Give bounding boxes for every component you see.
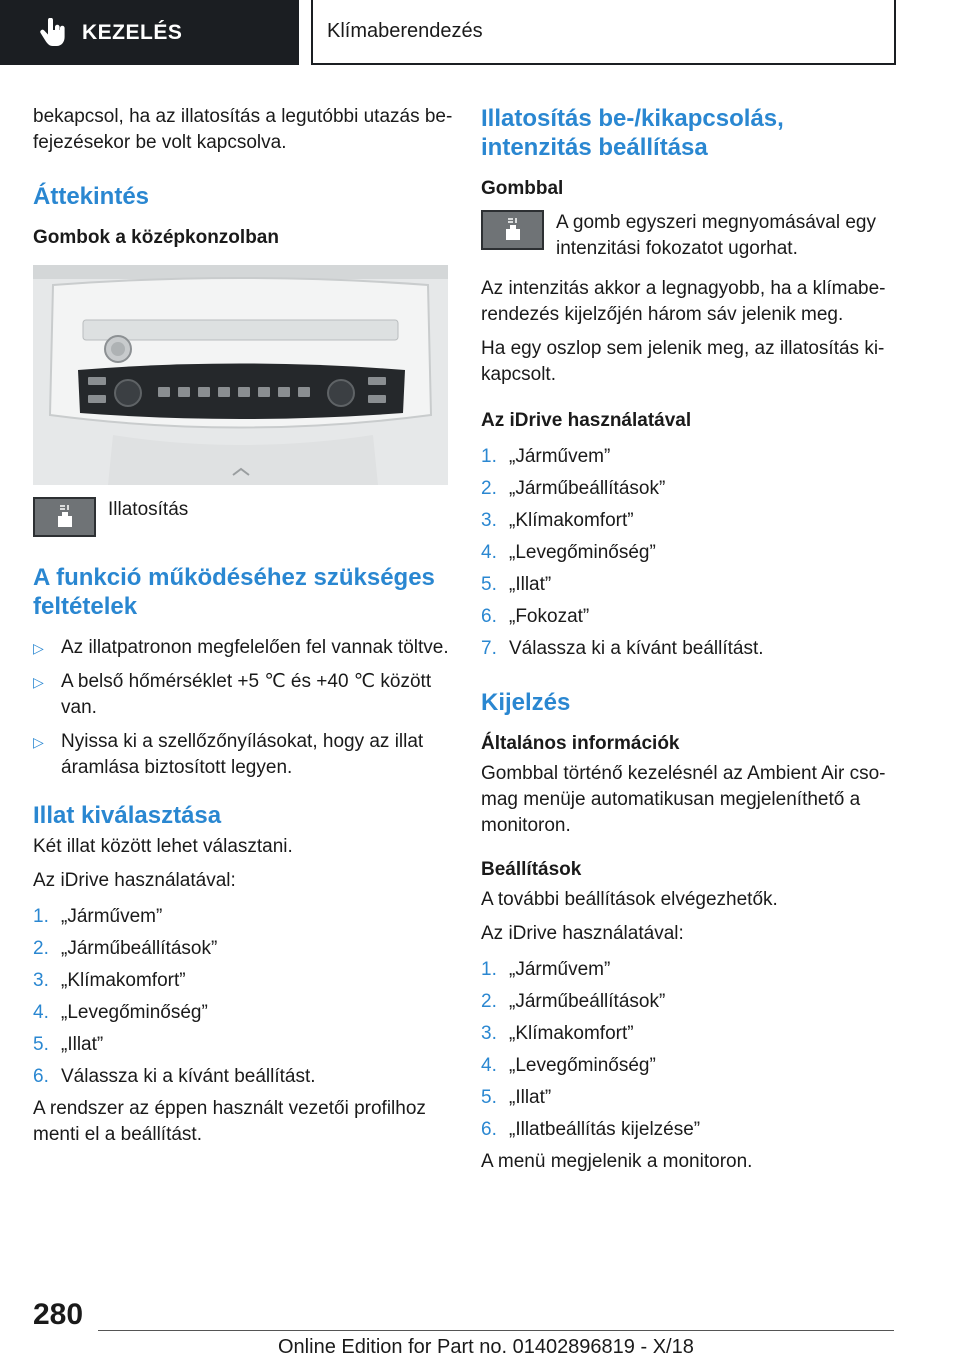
list-item: 1. „Járművem” (481, 959, 611, 980)
overview-heading: Áttekintés (33, 183, 150, 210)
general-heading: Általános információk (481, 733, 680, 754)
display-heading: Kijelzés (481, 689, 571, 716)
buttons-heading: Gombok a középkonzolban (33, 227, 279, 248)
settings-text-3: A menü megjelenik a monitoron. (481, 1151, 753, 1172)
list-item: 3. „Klímakomfort” (33, 970, 186, 991)
select-text-2: Az iDrive használatával: (33, 870, 236, 891)
footer-edition: Online Edition for Part no. 01402896819 - X/18 (278, 1336, 694, 1358)
intro-text: bekapcsol, ha az illatosítás a legutóbbi utazás be-fejezésekor be volt kapcsolva. (33, 106, 453, 153)
list-item: 4. „Levegőminőség” (481, 1055, 656, 1076)
footer-divider (98, 1330, 894, 1331)
intensity-text-1: Az intenzitás akkor a legnagyobb, ha a klímabe-rendezés kijelzőjén három sáv jelenik meg. (481, 278, 886, 325)
list-item: 7. Válassza ki a kívánt beállítást. (481, 638, 764, 659)
center-console-photo (33, 265, 448, 485)
settings-text-2: Az iDrive használatával: (481, 923, 684, 944)
list-item: 5. „Illat” (481, 574, 552, 595)
list-item: 6. „Illatbeállítás kijelzése” (481, 1119, 701, 1140)
settings-steps (481, 957, 901, 1143)
list-item: ▷ A belső hőmérséklet +5 ℃ és +40 ℃ között van. (33, 669, 453, 721)
section-tab (0, 0, 299, 65)
list-item: 4. „Levegőminőség” (33, 1002, 208, 1023)
idrive-heading: Az iDrive használatával (481, 410, 692, 431)
fragrance-button-icon (33, 497, 96, 537)
left-column (33, 104, 453, 1156)
hand-pointer-icon (40, 18, 66, 48)
list-item: 1. „Járművem” (33, 906, 163, 927)
intensity-text-2: Ha egy oszlop sem jelenik meg, az illatosítás ki-kapcsolt. (481, 338, 885, 385)
list-item: 3. „Klímakomfort” (481, 510, 634, 531)
list-item: ▷ Nyissa ki a szellőzőnyílásokat, hogy az illat áramlása biztosított legyen. (33, 729, 453, 781)
intensity-button-row (481, 210, 901, 262)
requirements-list (33, 635, 453, 781)
right-column (481, 104, 901, 1183)
list-item: 2. „Járműbeállítások” (33, 938, 218, 959)
select-heading: Illat kiválasztása (33, 802, 222, 829)
settings-heading: Beállítások (481, 859, 582, 880)
fragrance-button-icon (481, 210, 544, 250)
list-item: 5. „Illat” (33, 1034, 104, 1055)
chapter-box (311, 0, 896, 65)
list-item: ▷ Az illatpatronon megfelelően fel vannak töltve. (33, 635, 453, 661)
list-item: 2. „Járműbeállítások” (481, 991, 666, 1012)
triangle-bullet-icon: ▷ (33, 674, 44, 690)
select-steps (33, 904, 453, 1090)
fragrance-button-label: Illatosítás (108, 499, 189, 520)
requirements-heading: A funkció működéséhez szükséges feltételek (33, 564, 435, 620)
select-text-3: A rendszer az éppen használt vezetői profilhoz menti el a beállítást. (33, 1098, 426, 1145)
list-item: 3. „Klímakomfort” (481, 1023, 634, 1044)
by-button-heading: Gombbal (481, 178, 564, 199)
triangle-bullet-icon: ▷ (33, 734, 44, 750)
list-item: 6. „Fokozat” (481, 606, 590, 627)
list-item: 4. „Levegőminőség” (481, 542, 656, 563)
page-number: 280 (33, 1298, 84, 1331)
section-title: KEZELÉS (82, 20, 183, 44)
intensity-heading: Illatosítás be-/kikapcsolás, intenzitás beállítása (481, 105, 784, 161)
list-item: 6. Válassza ki a kívánt beállítást. (33, 1066, 316, 1087)
intensity-button-text: A gomb egyszeri megnyomásával egy intenzitási fokozatot ugorhat. (556, 212, 876, 259)
select-text-1: Két illat között lehet választani. (33, 836, 293, 857)
list-item: 1. „Járművem” (481, 446, 611, 467)
fragrance-button-row (33, 497, 453, 537)
list-item: 5. „Illat” (481, 1087, 552, 1108)
chapter-title: Klímaberendezés (327, 20, 483, 42)
general-text: Gombbal történő kezelésnél az Ambient Air cso-mag menüje automatikusan megjeleníthető a monitoron. (481, 763, 886, 836)
settings-text-1: A további beállítások elvégezhetők. (481, 889, 778, 910)
list-item: 2. „Járműbeállítások” (481, 478, 666, 499)
triangle-bullet-icon: ▷ (33, 640, 44, 656)
idrive-steps (481, 444, 901, 662)
